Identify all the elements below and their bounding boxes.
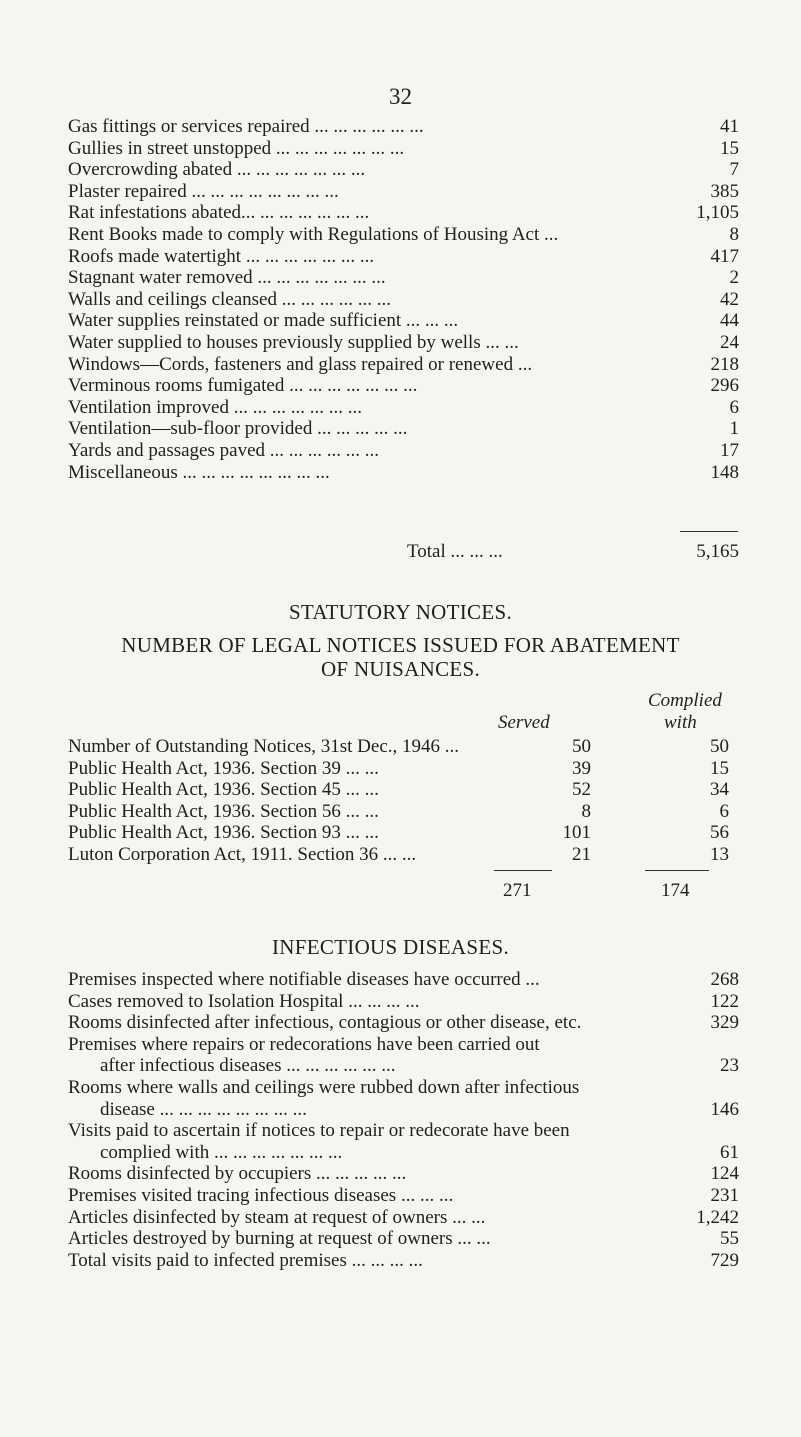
served-value: 39 <box>572 757 591 779</box>
item-label: Total visits paid to infected premises ... ... ... ... <box>68 1249 423 1271</box>
list-item <box>68 462 739 484</box>
item-label: Windows—Cords, fasteners and glass repaired or renewed ... <box>68 353 533 375</box>
item-label: Miscellaneous ... ... ... ... ... ... ... ... <box>68 461 330 483</box>
item-value: 146 <box>710 1098 739 1120</box>
list-item <box>68 991 739 1013</box>
list-item <box>68 181 739 203</box>
item-value: 122 <box>710 990 739 1012</box>
list-item <box>68 1055 739 1077</box>
infectious-list <box>68 969 739 1271</box>
item-label: Rooms where walls and ceilings were rubbed down after infectious <box>68 1076 580 1098</box>
page-number: 32 <box>389 84 412 109</box>
item-label: disease ... ... ... ... ... ... ... ... <box>100 1098 307 1120</box>
list-item <box>68 758 739 780</box>
list-item <box>68 1034 739 1056</box>
list-item <box>68 138 739 160</box>
list-item <box>68 801 739 823</box>
item-value: 42 <box>720 288 739 310</box>
served-value: 8 <box>581 800 591 822</box>
column-complied-header-1: Complied <box>648 690 722 711</box>
legal-notices-subheading-2: OF NUISANCES. <box>320 657 481 681</box>
item-value: 218 <box>710 353 739 375</box>
served-value: 101 <box>562 822 591 844</box>
item-label: Gullies in street unstopped ... ... ... ... ... ... ... <box>68 137 405 159</box>
sanitary-total-label: Total ... ... ... <box>407 541 503 562</box>
list-item <box>68 1142 739 1164</box>
item-label: Verminous rooms fumigated ... ... ... ... ... ... ... <box>68 375 418 397</box>
item-value: 729 <box>710 1249 739 1271</box>
item-label: Ventilation improved ... ... ... ... ... ... ... <box>68 396 362 418</box>
sanitary-work-list <box>68 116 739 483</box>
item-value: 8 <box>729 223 739 245</box>
list-item <box>68 1012 739 1034</box>
item-value: 296 <box>710 375 739 397</box>
served-total: 271 <box>503 880 532 901</box>
item-value: 23 <box>720 1055 739 1077</box>
item-label: after infectious diseases ... ... ... ... ... ... <box>100 1055 396 1077</box>
item-label: Stagnant water removed ... ... ... ... ... ... ... <box>68 267 386 289</box>
item-label: Ventilation—sub-floor provided ... ... ... ... ... <box>68 418 408 440</box>
item-label: Articles disinfected by steam at request of owners ... ... <box>68 1206 486 1228</box>
item-value: 231 <box>710 1184 739 1206</box>
served-total-rule <box>494 870 552 871</box>
list-item <box>68 822 739 844</box>
list-item <box>68 969 739 991</box>
complied-value: 50 <box>710 736 729 757</box>
complied-value: 56 <box>710 822 729 844</box>
item-value: 24 <box>720 331 739 353</box>
list-item <box>68 1163 739 1185</box>
item-value: 15 <box>720 137 739 159</box>
statutory-heading: STATUTORY NOTICES. <box>288 600 513 624</box>
infectious-heading: INFECTIOUS DISEASES. <box>271 935 510 959</box>
complied-total: 174 <box>661 880 690 901</box>
list-item <box>68 116 739 138</box>
item-label: Rooms disinfected by occupiers ... ... ... ... ... <box>68 1163 407 1185</box>
item-label: Roofs made watertight ... ... ... ... ... ... ... <box>68 245 375 267</box>
column-served-header: Served <box>498 712 550 733</box>
item-value: 1 <box>729 418 739 440</box>
item-label: Water supplied to houses previously supplied by wells ... ... <box>68 331 519 353</box>
notice-label: Number of Outstanding Notices, 31st Dec., 1946 ... <box>68 736 460 757</box>
item-value: 1,242 <box>696 1206 739 1228</box>
item-value: 124 <box>710 1163 739 1185</box>
item-label: Rooms disinfected after infectious, contagious or other disease, etc. <box>68 1012 582 1034</box>
list-item <box>68 224 739 246</box>
item-value: 1,105 <box>696 202 739 224</box>
item-label: Rat infestations abated... ... ... ... ... ... ... <box>68 202 370 224</box>
item-value: 329 <box>710 1012 739 1034</box>
list-item <box>68 1250 739 1272</box>
list-item <box>68 246 739 268</box>
list-item <box>68 202 739 224</box>
served-value: 21 <box>572 843 591 865</box>
item-label: Plaster repaired ... ... ... ... ... ... ... ... <box>68 180 339 202</box>
item-label: Rent Books made to comply with Regulations of Housing Act ... <box>68 223 559 245</box>
notice-label: Public Health Act, 1936. Section 93 ... ... <box>68 822 379 844</box>
item-label: Walls and ceilings cleansed ... ... ... ... ... ... <box>68 288 391 310</box>
list-item <box>68 736 739 758</box>
item-label: Water supplies reinstated or made sufficient ... ... ... <box>68 310 459 332</box>
legal-notices-table <box>68 736 739 866</box>
list-item <box>68 1185 739 1207</box>
item-value: 61 <box>720 1141 739 1163</box>
list-item <box>68 440 739 462</box>
notice-label: Luton Corporation Act, 1911. Section 36 ... ... <box>68 843 417 865</box>
list-item <box>68 397 739 419</box>
notice-label: Public Health Act, 1936. Section 45 ... ... <box>68 779 379 801</box>
item-value: 17 <box>720 439 739 461</box>
item-value: 417 <box>710 245 739 267</box>
item-value: 41 <box>720 116 739 137</box>
sanitary-total-rule <box>680 531 738 532</box>
list-item <box>68 332 739 354</box>
item-value: 7 <box>729 159 739 181</box>
list-item <box>68 1228 739 1250</box>
list-item <box>68 267 739 289</box>
list-item <box>68 1099 739 1121</box>
list-item <box>68 1207 739 1229</box>
item-value: 6 <box>729 396 739 418</box>
item-value: 44 <box>720 310 739 332</box>
complied-value: 6 <box>719 800 729 822</box>
complied-value: 13 <box>710 843 729 865</box>
list-item <box>68 844 739 866</box>
list-item <box>68 1120 739 1142</box>
list-item <box>68 375 739 397</box>
notice-label: Public Health Act, 1936. Section 39 ... ... <box>68 757 379 779</box>
item-label: Premises visited tracing infectious diseases ... ... ... <box>68 1184 454 1206</box>
list-item <box>68 289 739 311</box>
item-label: Visits paid to ascertain if notices to repair or redecorate have been <box>68 1120 570 1142</box>
served-value: 52 <box>572 779 591 801</box>
column-complied-header-2: with <box>664 712 697 733</box>
served-value: 50 <box>572 736 591 757</box>
list-item <box>68 1077 739 1099</box>
item-label: Premises inspected where notifiable diseases have occurred ... <box>68 969 540 990</box>
item-label: Articles destroyed by burning at request of owners ... ... <box>68 1228 491 1250</box>
list-item <box>68 159 739 181</box>
item-value: 55 <box>720 1228 739 1250</box>
list-item <box>68 418 739 440</box>
item-label: Overcrowding abated ... ... ... ... ... ... ... <box>68 159 366 181</box>
item-value: 268 <box>710 969 739 990</box>
item-label: Yards and passages paved ... ... ... ... ... ... <box>68 439 380 461</box>
item-label: Cases removed to Isolation Hospital ... ... ... ... <box>68 990 420 1012</box>
list-item <box>68 779 739 801</box>
notice-label: Public Health Act, 1936. Section 56 ... ... <box>68 800 379 822</box>
item-label: Gas fittings or services repaired ... ... ... ... ... ... <box>68 116 424 137</box>
item-label: complied with ... ... ... ... ... ... ... <box>100 1141 343 1163</box>
item-value: 385 <box>710 180 739 202</box>
list-item <box>68 354 739 376</box>
item-label: Premises where repairs or redecorations have been carried out <box>68 1033 540 1055</box>
complied-value: 15 <box>710 757 729 779</box>
legal-notices-subheading-1: NUMBER OF LEGAL NOTICES ISSUED FOR ABATEMENT <box>121 633 680 657</box>
item-value: 148 <box>710 461 739 483</box>
list-item <box>68 310 739 332</box>
complied-value: 34 <box>710 779 729 801</box>
sanitary-total-value: 5,165 <box>696 541 739 562</box>
complied-total-rule <box>645 870 709 871</box>
item-value: 2 <box>729 267 739 289</box>
